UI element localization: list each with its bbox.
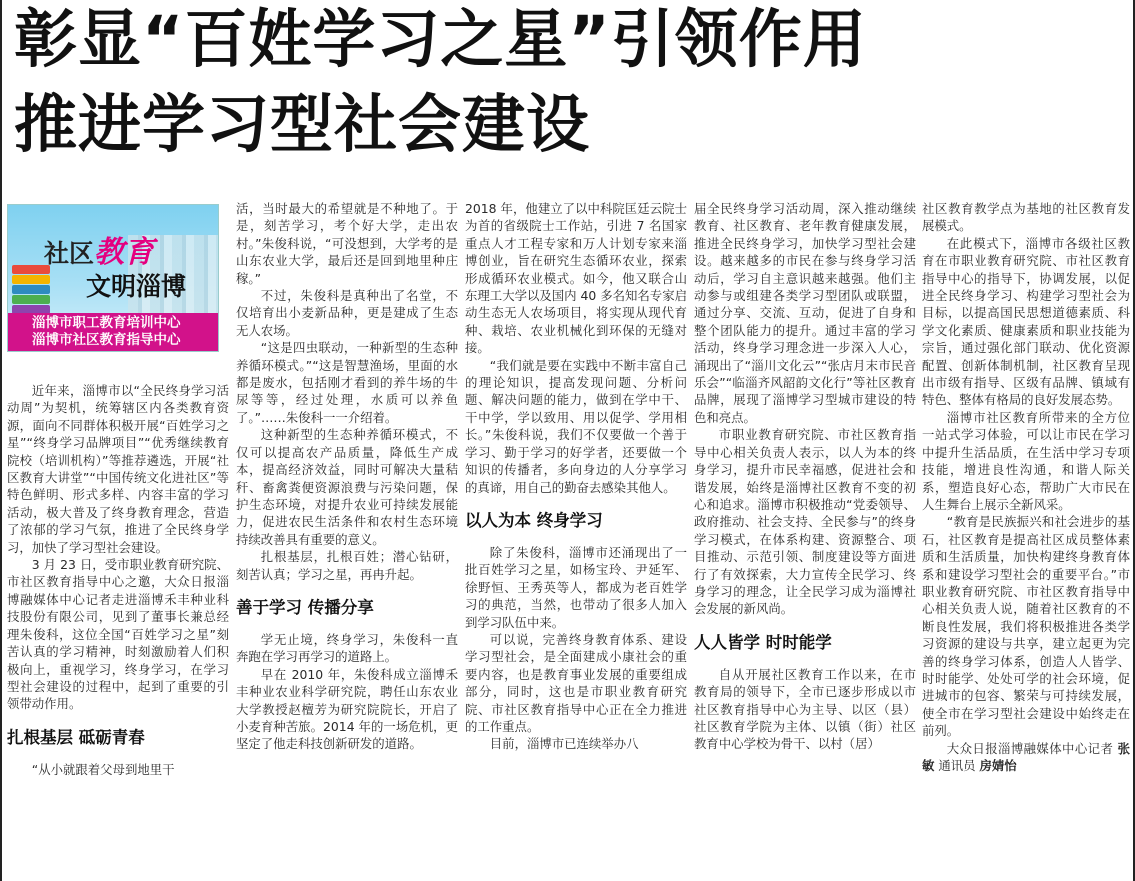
paragraph: 可以说，完善终身教育体系、建设学习型社会，是全面建成小康社会的重要内容，也是教育事业发展的重要组成部分，同时，这也是市职业教育研究院、市社区教育指导中心正在全力推进的工作重点。 bbox=[465, 631, 687, 734]
reporter-name: 张敏 bbox=[922, 740, 1130, 773]
paragraph: 自从开展社区教育工作以来，在市教育局的领导下，全市已逐步形成以市社区教育指导中心为主导、以区（县）社区教育学院为主体、以镇（街）社区教育中心学校为骨干、以村（居） bbox=[694, 666, 916, 752]
section-heading: 扎根基层 砥砺青春 bbox=[7, 727, 145, 747]
community-education-logo bbox=[7, 204, 219, 352]
section-heading: 人人皆学 时时能学 bbox=[694, 632, 832, 652]
paragraph: 目前，淄博市已连续举办八 bbox=[489, 736, 639, 752]
article-column-5 bbox=[922, 200, 1130, 876]
paragraph: 扎根基层，扎根百姓；潜心钻研，刻苦认真；学习之星，再冉升起。 bbox=[236, 549, 458, 582]
section-heading: 以人为本 终身学习 bbox=[465, 510, 603, 530]
paragraph: 除了朱俊科，淄博市还涌现出了一批百姓学习之星，如杨宝玲、尹延军、徐野恒、王秀英等人，都成为老百姓学习的典范，当然，也带动了很多人加入到学习队伍中来。 bbox=[465, 544, 687, 630]
paragraph: “这是四虫联动，一种新型的生态种养循环模式。”“这是智慧渔场，里面的水都是废水，包括刚才看到的养牛场的牛尿等等，经过处理，水质可以养鱼了。”……朱俊科一一介绍着。 bbox=[236, 340, 458, 425]
page-left-rule bbox=[0, 0, 2, 881]
paragraph: 不过，朱俊科是真种出了名堂，不仅培育出小麦新品种，更是建成了生态无人农场。 bbox=[236, 288, 458, 338]
section-heading: 善于学习 传播分享 bbox=[236, 597, 374, 617]
paragraph: 2018 年，他建立了以中科院匡廷云院士为首的省级院士工作站，引进 7 名国家重点人才工程专家和万人计划专家来淄博创业，旨在研究生态循环农业，探索形成循环农业模式。如今，他又联合山东理工大学以及国内 40 多名知名专家启动生态无人农场项目，将实现从现代育种、栽培、农业机械化到环保的无缝对接。 bbox=[465, 201, 687, 356]
paragraph: 届全民终身学习活动周，深入推动继续教育、社区教育、老年教育健康发展，推进全民终身学习，加快学习型社会建设。越来越多的市民在参与终身学习活动后，学习自主意识越来越强。他们主动参与或组建各类学习型团队或联盟，通过分享、交流、互动，促进了自身和整个团队能力的提升。通过丰富的学习活动，终身学习理念进一步深入人心，涌现出了“淄川文化云”“张店月末市民音乐会”“临淄齐风韶韵文化行”等社区教育品牌，展现了淄博学习型城市建设的特色和亮点。 bbox=[694, 201, 916, 425]
paragraph: 近年来，淄博市以“全民终身学习活动周”为契机，统筹辖区内各类教育资源，面向不同群体积极开展“百姓学习之星”“终身学习品牌项目”“优秀继续教育院校（培训机构）”等推荐遴选，开展“社区教育大讲堂”“中国传统文化进社区”等特色鲜明、形式多样、内容丰富的学习活动，极大普及了终身教育理念，营造了浓郁的学习气氛，推进了全民终身学习，加快了学习型社会建设。 bbox=[7, 383, 229, 555]
headline-line-1: 彰显“百姓学习之星”引领作用 bbox=[14, 3, 867, 76]
correspondent-name: 房婧怡 bbox=[979, 758, 1017, 773]
logo-org-band bbox=[8, 313, 218, 351]
paragraph: 淄博市社区教育所带来的全方位一站式学习体验，可以让市民在学习中提升生活品质，在生活中学习专项技能，增进良性沟通，和谐人际关系，塑造良好心态，帮助广大市民在人生舞台上展示全新风采。 bbox=[922, 409, 1130, 512]
paragraph: “我们就是要在实践中不断丰富自己的理论知识，提高发现问题、分析问题、解决问题的能力，做到在学中干、干中学，学以致用、用以促学、学用相长。”朱俊科说，我们不仅要做一个善于学习、勤于学习的好学者，还要做一个知识的传播者，多向身边的人分享学习的真谛，用自己的勤奋去感染其他人。 bbox=[465, 357, 687, 495]
paragraph: 3 月 23 日，受市职业教育研究院、市社区教育指导中心之邀，大众日报淄博融媒体中心记者走进淄博禾丰种业科技股份有限公司，见到了董事长兼总经理朱俊科，这位全国“百姓学习之星”刻苦认真的学习精神，时刻激励着人们积极向上，重视学习，终身学习，在学习型社会建设的过程中，起到了重要的引领带动作用。 bbox=[7, 557, 229, 712]
paragraph: 社区教育教学点为基地的社区教育发展模式。 bbox=[922, 201, 1130, 234]
paragraph: 学无止境，终身学习，朱俊科一直奔跑在学习再学习的道路上。 bbox=[236, 631, 458, 665]
paragraph: 这种新型的生态种养循环模式，不仅可以提高农产品质量，降低生产成本，提高经济效益，同时可解决大量秸秆、畜禽粪便资源浪费与污染问题，保护生态环境，对提升农业可持续发展能力，促进农民生活条件和农村生态环境持续改善具有重要的意义。 bbox=[236, 427, 458, 547]
paragraph: 在此模式下，淄博市各级社区教育在市职业教育研究院、市社区教育指导中心的指导下，协调发展，以促进全民终身学习、构建学习型社会为目标，以提高国民思想道德素质、科学文化素质、健康素质和职业技能为宗旨，通过强化部门联动、优化资源配置、创新体制机制，社区教育呈现出市级有指导、区级有品牌、镇域有特色、整体有格局的良好发展态势。 bbox=[922, 235, 1130, 408]
headline-line-2: 推进学习型社会建设 bbox=[14, 88, 590, 161]
logo-org-1: 淄博市职工教育培训中心 bbox=[32, 315, 181, 331]
logo-org-2: 淄博市社区教育指导中心 bbox=[32, 332, 181, 348]
paragraph: 市职业教育研究院、市社区教育指导中心相关负责人表示，以人为本的终身学习，提升市民幸福感，促进社会和谐发展，始终是淄博社区教育不变的初心和追求。淄博市积极推动“党委领导、政府推动、社会支持、全民参与”的终身学习模式，在体系构建、资源整合、项目推动、示范引领、制度建设等方面进行了有效探索，大力宣传全民学习、终身学习的理念，让全民学习成为淄博社会发展的新风尚。 bbox=[694, 427, 916, 617]
paragraph: “从小就跟着父母到地里干 bbox=[31, 761, 175, 777]
article-column-3 bbox=[465, 200, 687, 876]
paragraph: 早在 2010 年，朱俊科成立淄博禾丰种业农业科学研究院，聘任山东农业大学教授赵檀芳为研究院院长，开启了小麦育种苦旅。2014 年的一场危机，更坚定了他走科技创新研发的道路。 bbox=[236, 666, 458, 752]
paragraph: “教育是民族振兴和社会进步的基石，社区教育是提高社区成员整体素质和生活质量，加快构建终身教育体系和建设学习型社会的重要平台。”市职业教育研究院、市社区教育指导中心相关负责人说，随着社区教育的不断良性发展，我们将积极推进各类学习资源的建设与共享，建立起更为完善的终身学习体系，创造人人皆学、时时能学、处处可学的社会环境，促进城市的包容、繁荣与可持续发展，使全市在学习型社会建设中始终走在前列。 bbox=[922, 514, 1130, 739]
paragraph: 活，当时最大的希望就是不种地了。于是，刻苦学习，考个好大学，走出农村。”朱俊科说，“可没想到，大学考的是山东农业大学，最后还是回到地里种庄稼。” bbox=[236, 201, 458, 286]
byline: 大众日报淄博融媒体中心记者 张敏 通讯员 房婧怡 bbox=[922, 740, 1130, 773]
article-column-1 bbox=[7, 382, 229, 878]
books-icon bbox=[12, 265, 52, 315]
logo-title: 社区教育 bbox=[44, 235, 155, 270]
article-column-4 bbox=[694, 200, 916, 876]
logo-subtitle: 文明淄博 bbox=[86, 272, 187, 301]
article-column-2 bbox=[236, 200, 458, 876]
